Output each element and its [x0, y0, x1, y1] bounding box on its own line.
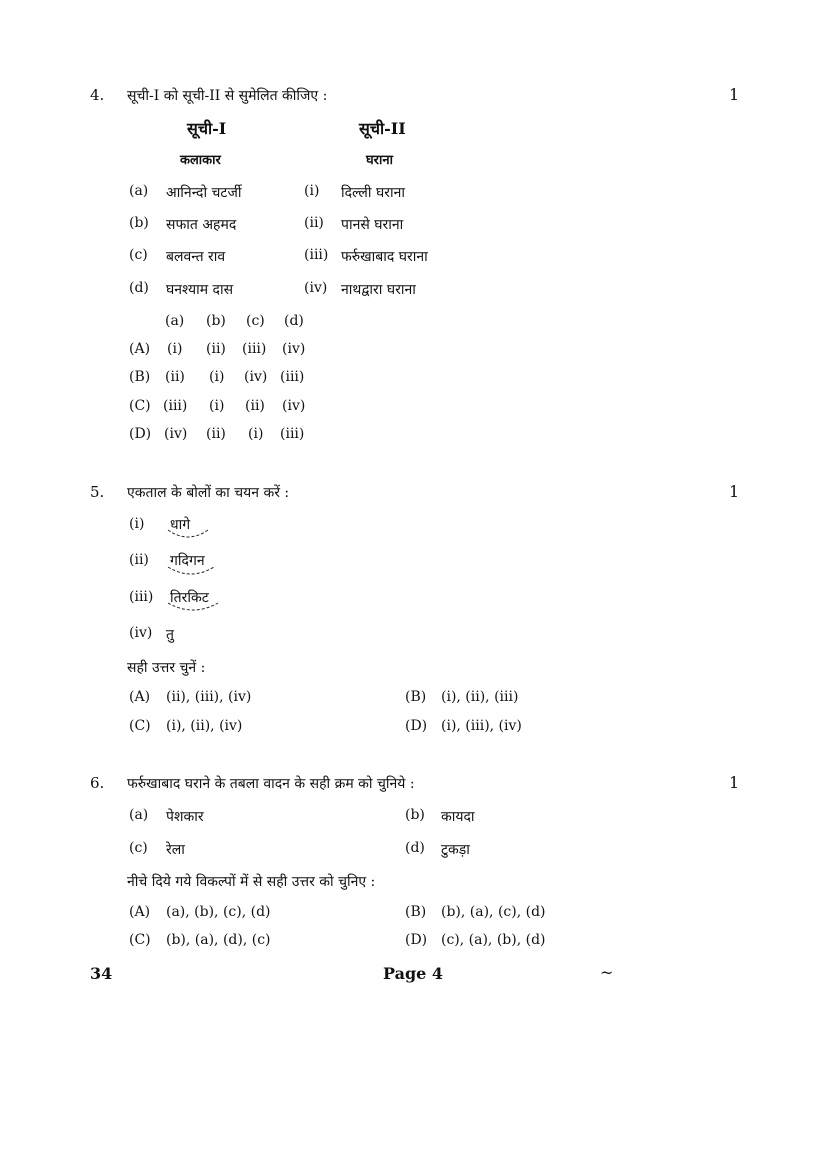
grid-option[interactable]: (A)	[129, 341, 151, 357]
q5-item-bol: गदिगन	[170, 553, 205, 569]
q5-option-label[interactable]: (A)	[129, 689, 151, 705]
q4-pair-left: आनिन्दो चटर्जी	[166, 185, 242, 201]
grid-cell: (iii)	[242, 341, 267, 357]
q6-item-label: (c)	[129, 840, 148, 856]
q5-item-num: (iv)	[129, 625, 153, 641]
q4-number: 4.	[90, 86, 105, 104]
q5-item-bol: धागे	[170, 517, 191, 533]
grid-head: (b)	[206, 313, 226, 329]
grid-cell: (iv)	[282, 398, 306, 414]
grid-head: (d)	[284, 313, 304, 329]
q4-list2-sub: घराना	[366, 153, 393, 168]
q4-pair-label: (c)	[129, 247, 148, 263]
q6-option-text: (a), (b), (c), (d)	[166, 904, 271, 920]
grid-cell: (ii)	[165, 369, 185, 385]
q4-pair-rnum: (i)	[304, 183, 320, 199]
q5-option-text: (i), (ii), (iii)	[441, 689, 519, 705]
q5-option-label[interactable]: (D)	[405, 718, 428, 734]
q5-option-label[interactable]: (C)	[129, 718, 151, 734]
grid-cell: (i)	[209, 369, 225, 385]
q6-item-text: कायदा	[441, 809, 475, 825]
bol-curve-icon	[166, 565, 216, 579]
q6-marks: 1	[729, 773, 740, 792]
q4-pair-label: (b)	[129, 215, 149, 231]
page-number: Page 4	[383, 964, 444, 983]
grid-cell: (i)	[248, 426, 264, 442]
q6-prompt: नीचे दिये गये विकल्पों में से सही उत्तर को चुनिए :	[127, 874, 376, 890]
q4-pair-rnum: (iii)	[304, 247, 329, 263]
grid-option[interactable]: (C)	[129, 398, 151, 414]
q5-option-text: (i), (iii), (iv)	[441, 718, 522, 734]
grid-option[interactable]: (D)	[129, 426, 152, 442]
q5-option-label[interactable]: (B)	[405, 689, 427, 705]
q5-prompt: सही उत्तर चुनें :	[127, 660, 206, 676]
grid-cell: (iv)	[164, 426, 188, 442]
grid-cell: (iii)	[280, 426, 305, 442]
q4-text: सूची-I को सूची-II से सुमेलित कीजिए :	[127, 88, 328, 104]
grid-cell: (ii)	[206, 426, 226, 442]
q4-pair-rnum: (ii)	[304, 215, 324, 231]
q5-item-num: (i)	[129, 516, 145, 532]
q6-option-text: (b), (a), (d), (c)	[166, 932, 271, 948]
bol-curve-icon	[166, 601, 220, 615]
bol-curve-icon	[166, 528, 210, 542]
q4-pair-label: (d)	[129, 280, 149, 296]
q4-pair-rnum: (iv)	[304, 280, 328, 296]
q4-marks: 1	[729, 85, 740, 104]
grid-cell: (iii)	[163, 398, 188, 414]
q6-option-label[interactable]: (A)	[129, 904, 151, 920]
grid-cell: (iv)	[244, 369, 268, 385]
q4-list1-title: सूची-I	[187, 119, 227, 138]
q6-item-label: (b)	[405, 807, 425, 823]
q6-item-label: (d)	[405, 840, 425, 856]
q6-text: फर्रुखाबाद घराने के तबला वादन के सही क्रम को चुनिये :	[127, 776, 415, 792]
q5-item-bol: तिरकिट	[170, 590, 209, 606]
grid-cell: (iv)	[282, 341, 306, 357]
q6-option-label[interactable]: (D)	[405, 932, 428, 948]
q5-item-num: (iii)	[129, 589, 154, 605]
q6-option-text: (b), (a), (c), (d)	[441, 904, 546, 920]
grid-cell: (ii)	[206, 341, 226, 357]
q4-pair-left: सफात अहमद	[166, 217, 237, 233]
q5-option-text: (ii), (iii), (iv)	[166, 689, 252, 705]
page-code: 34	[90, 964, 113, 983]
q6-item-text: रेला	[166, 842, 185, 858]
q6-number: 6.	[90, 774, 105, 792]
q4-pair-right: दिल्ली घराना	[341, 185, 405, 201]
grid-head: (c)	[246, 313, 265, 329]
q4-pair-right: नाथद्वारा घराना	[341, 282, 416, 298]
q5-number: 5.	[90, 483, 105, 501]
q4-pair-right: फर्रुखाबाद घराना	[341, 249, 428, 265]
q5-item-num: (ii)	[129, 552, 149, 568]
q5-item-bol: तु	[166, 627, 174, 643]
q5-marks: 1	[729, 482, 740, 501]
grid-cell: (i)	[209, 398, 225, 414]
footer-mark: ~	[600, 963, 614, 982]
q6-item-label: (a)	[129, 807, 149, 823]
grid-cell: (ii)	[245, 398, 265, 414]
grid-head: (a)	[165, 313, 185, 329]
q6-option-text: (c), (a), (b), (d)	[441, 932, 546, 948]
q4-pair-left: बलवन्त राव	[166, 249, 226, 265]
q6-option-label[interactable]: (C)	[129, 932, 151, 948]
q6-item-text: पेशकार	[166, 809, 204, 825]
q6-option-label[interactable]: (B)	[405, 904, 427, 920]
grid-option[interactable]: (B)	[129, 369, 151, 385]
q4-list2-title: सूची-II	[359, 119, 406, 138]
q4-pair-right: पानसे घराना	[341, 217, 404, 233]
q4-pair-label: (a)	[129, 183, 149, 199]
q6-item-text: टुकड़ा	[441, 842, 470, 858]
grid-cell: (i)	[167, 341, 183, 357]
q4-pair-left: घनश्याम दास	[166, 282, 234, 298]
q5-text: एकताल के बोलों का चयन करें :	[127, 485, 290, 501]
q5-option-text: (i), (ii), (iv)	[166, 718, 243, 734]
grid-cell: (iii)	[280, 369, 305, 385]
q4-list1-sub: कलाकार	[180, 153, 221, 168]
